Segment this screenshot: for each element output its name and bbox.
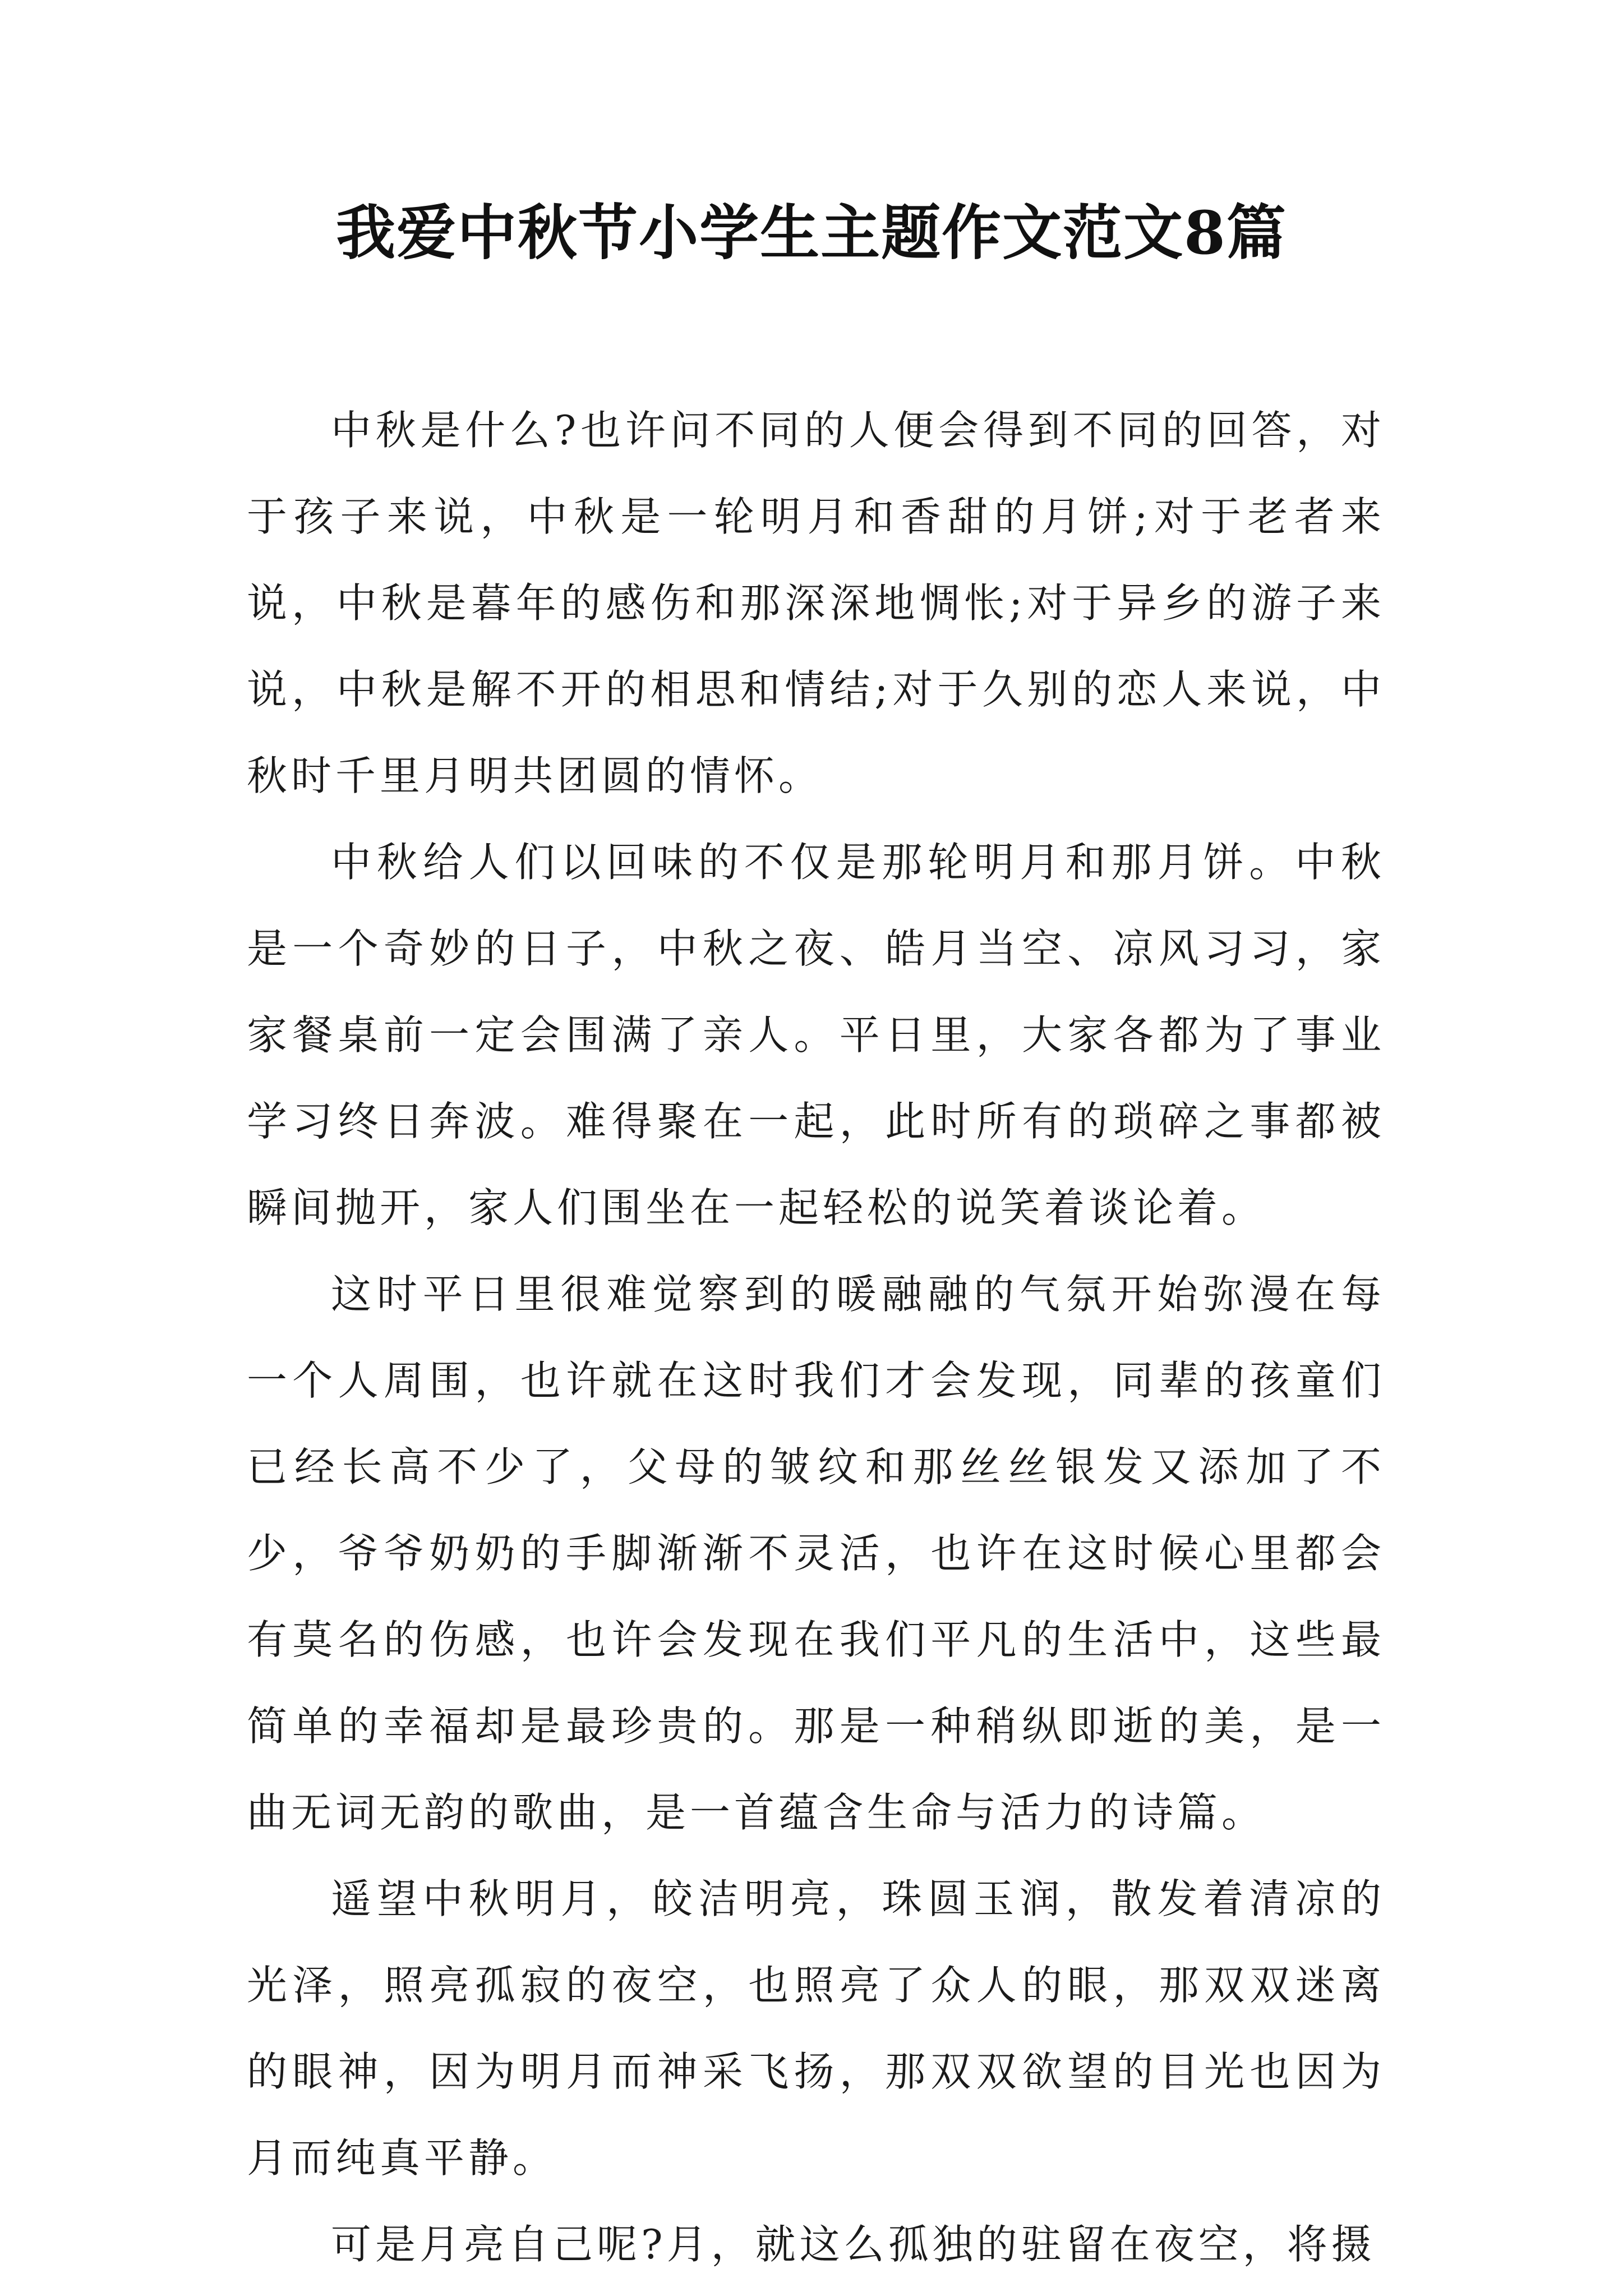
paragraph-4: 遥望中秋明月，皎洁明亮，珠圆玉润，散发着清凉的光泽，照亮孤寂的夜空，也照亮了众人的眼，那双双迷离的眼神，因为明月而神采飞扬，那双双欲望的目光也因为月而纯真平静。 (247, 1875, 1385, 2182)
paragraph-2: 中秋给人们以回味的不仅是那轮明月和那月饼。中秋是一个奇妙的日子，中秋之夜、皓月当空、凉风习习，家家餐桌前一定会围满了亲人。平日里，大家各都为了事业学习终日奔波。难得聚在一起，此时所有的琐碎之事都被瞬间抛开，家人们围坐在一起轻松的说笑着谈论着。 (247, 839, 1385, 1231)
paragraph-5: 可是月亮自己呢?月，就这么孤独的驻留在夜空，将摄 (331, 2221, 1376, 2268)
paragraph-1: 中秋是什么?也许问不同的人便会得到不同的回答，对于孩子来说，中秋是一轮明月和香甜的月饼;对于老者来说，中秋是暮年的感伤和那深深地惆怅;对于异乡的游子来说，中秋是解不开的相思和情结;对于久别的恋人来说，中秋时千里月明共团圆的情怀。 (247, 407, 1385, 799)
document-title: 我爱中秋节小学生主题作文范文8篇 (336, 197, 1287, 268)
paragraph-3: 这时平日里很难觉察到的暖融融的气氛开始弥漫在每一个人周围，也许就在这时我们才会发现，同辈的孩童们已经长高不少了，父母的皱纹和那丝丝银发又添加了不少，爷爷奶奶的手脚渐渐不灵活，也许在这时候心里都会有莫名的伤感，也许会发现在我们平凡的生活中，这些最简单的幸福却是最珍贵的。那是一种稍纵即逝的美，是一曲无词无韵的歌曲，是一首蕴含生命与活力的诗篇。 (247, 1271, 1385, 1836)
document-body (247, 387, 1385, 2288)
